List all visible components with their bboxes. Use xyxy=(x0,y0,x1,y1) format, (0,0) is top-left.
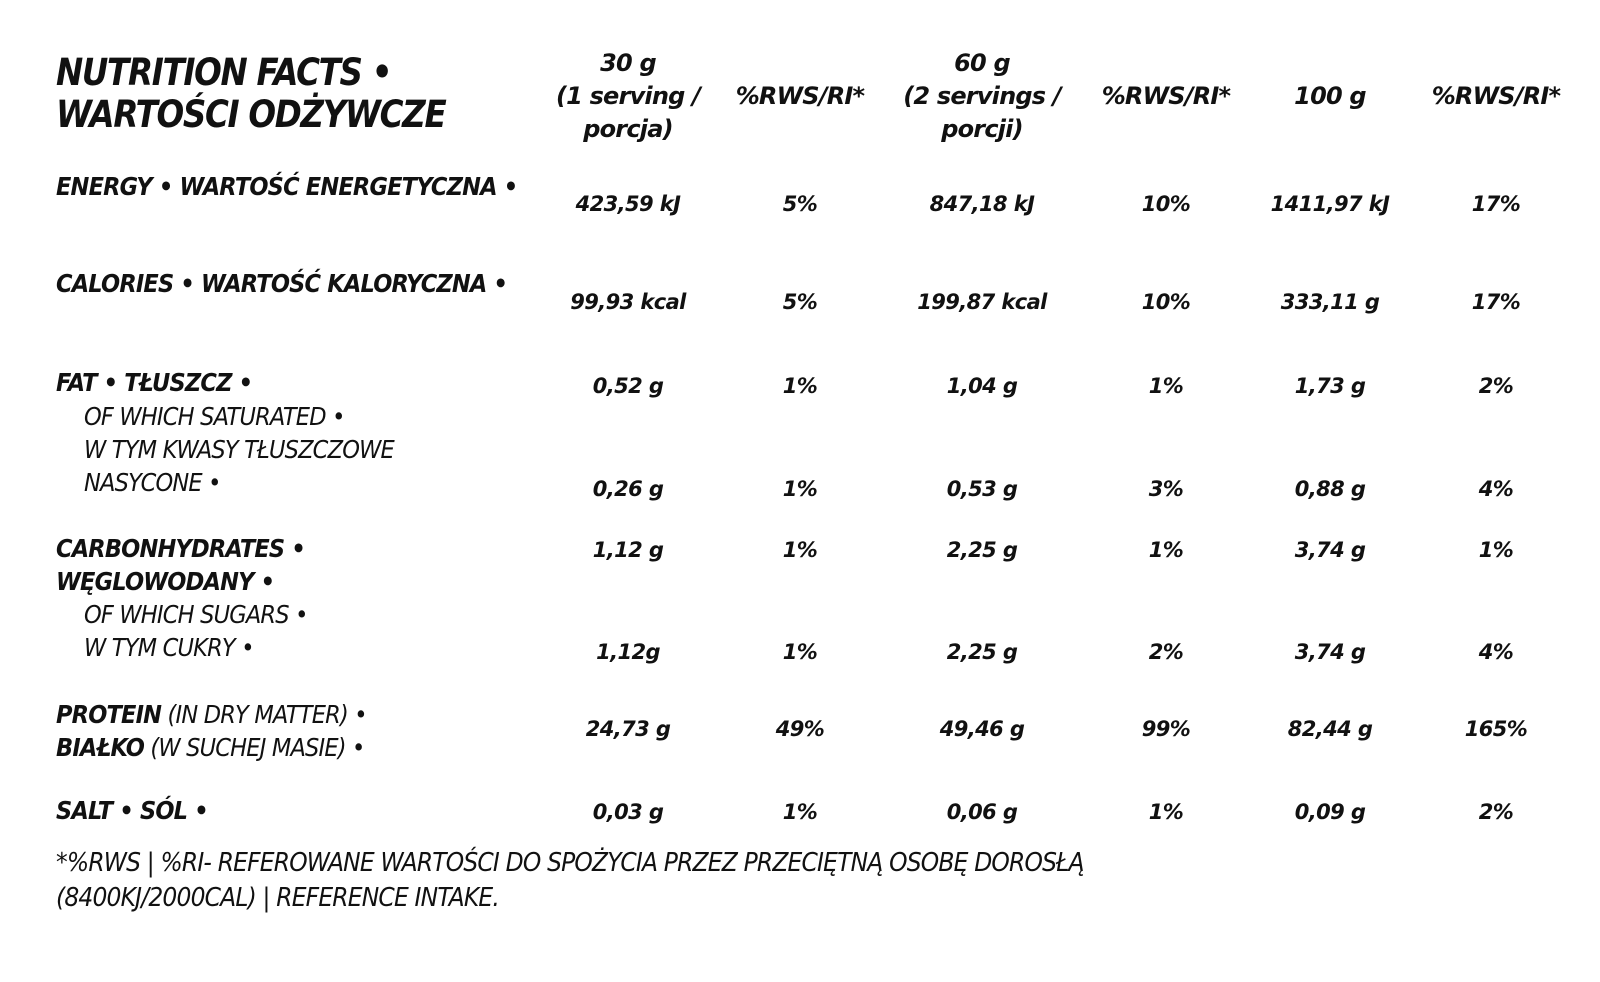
table-cell: 1,73 g xyxy=(1294,374,1366,398)
table-cell: 1% xyxy=(782,800,818,824)
table-cell: 2,25 g xyxy=(946,640,1018,664)
column-header-rws-100g: %RWS/RI* xyxy=(1431,82,1561,110)
row-label-saturated: OF WHICH SATURATED • W TYM KWASY TŁUSZCZOWE NASYCONE • xyxy=(84,402,394,497)
table-cell: 1% xyxy=(782,640,818,664)
table-cell: 0,06 g xyxy=(946,800,1018,824)
footnote-line-1: *%RWS | %RI- REFEROWANE WARTOŚCI DO SPOŻYCIA PRZEZ PRZECIĘTNĄ OSOBĘ DOROSŁĄ xyxy=(56,848,1084,878)
column-header-rws-60g: %RWS/RI* xyxy=(1101,82,1231,110)
table-cell: 0,03 g xyxy=(592,800,664,824)
table-cell: 4% xyxy=(1478,477,1514,501)
table-cell: 0,88 g xyxy=(1294,477,1366,501)
table-cell: 165% xyxy=(1464,717,1528,741)
row-label-salt: SALT • SÓL • xyxy=(56,796,208,825)
table-cell: 17% xyxy=(1471,290,1521,314)
table-cell: 24,73 g xyxy=(585,717,671,741)
row-label-energy: ENERGY • WARTOŚĆ ENERGETYCZNA • xyxy=(56,172,518,201)
column-header-100g: 100 g xyxy=(1294,82,1366,110)
table-cell: 5% xyxy=(782,290,818,314)
table-cell: 82,44 g xyxy=(1287,717,1373,741)
title-line-1: NUTRITION FACTS • xyxy=(56,51,392,94)
footnote xyxy=(56,846,1084,916)
table-cell: 0,26 g xyxy=(592,477,664,501)
column-header-60g: 60 g (2 servings / porcji) xyxy=(903,49,1061,143)
footnote-line-2: (8400KJ/2000CAL) | REFERENCE INTAKE. xyxy=(56,883,500,913)
table-cell: 5% xyxy=(782,192,818,216)
column-header-rws-30g: %RWS/RI* xyxy=(735,82,865,110)
table-cell: 1% xyxy=(1148,538,1184,562)
table-cell: 423,59 kJ xyxy=(575,192,681,216)
table-cell: 2% xyxy=(1478,374,1514,398)
table-cell: 2% xyxy=(1148,640,1184,664)
table-cell: 49% xyxy=(775,717,825,741)
row-label-fat: FAT • TŁUSZCZ • xyxy=(56,368,253,397)
table-cell: 1% xyxy=(782,374,818,398)
table-cell: 199,87 kcal xyxy=(917,290,1047,314)
table-cell: 0,09 g xyxy=(1294,800,1366,824)
table-cell: 1,12 g xyxy=(592,538,664,562)
table-cell: 99% xyxy=(1141,717,1191,741)
table-cell: 2% xyxy=(1478,800,1514,824)
table-cell: 10% xyxy=(1141,290,1191,314)
table-cell: 49,46 g xyxy=(939,717,1025,741)
row-label-carbohydrates: CARBONHYDRATES • WĘGLOWODANY • xyxy=(56,534,305,596)
row-label-protein: PROTEIN (IN DRY MATTER) • BIAŁKO (W SUCHEJ MASIE) • xyxy=(56,700,367,762)
table-cell: 1% xyxy=(782,477,818,501)
table-cell: 0,53 g xyxy=(946,477,1018,501)
column-header-30g: 30 g (1 serving / porcja) xyxy=(555,49,701,143)
table-cell: 10% xyxy=(1141,192,1191,216)
table-cell: 1% xyxy=(1148,800,1184,824)
table-cell: 1% xyxy=(1148,374,1184,398)
table-cell: 3,74 g xyxy=(1294,538,1366,562)
table-cell: 3% xyxy=(1148,477,1184,501)
table-cell: 0,52 g xyxy=(592,374,664,398)
table-cell: 1% xyxy=(782,538,818,562)
table-cell: 333,11 g xyxy=(1280,290,1380,314)
table-cell: 1% xyxy=(1478,538,1514,562)
table-cell: 1,04 g xyxy=(946,374,1018,398)
table-cell: 99,93 kcal xyxy=(570,290,686,314)
page-title xyxy=(56,52,445,136)
table-cell: 3,74 g xyxy=(1294,640,1366,664)
table-cell: 17% xyxy=(1471,192,1521,216)
row-label-calories: CALORIES • WARTOŚĆ KALORYCZNA • xyxy=(56,269,508,298)
table-cell: 847,18 kJ xyxy=(929,192,1035,216)
title-line-2: WARTOŚCI ODŻYWCZE xyxy=(56,93,446,136)
table-cell: 4% xyxy=(1478,640,1514,664)
table-cell: 1411,97 kJ xyxy=(1270,192,1390,216)
table-cell: 1,12g xyxy=(596,640,660,664)
table-cell: 2,25 g xyxy=(946,538,1018,562)
row-label-sugars: OF WHICH SUGARS • W TYM CUKRY • xyxy=(84,600,308,662)
